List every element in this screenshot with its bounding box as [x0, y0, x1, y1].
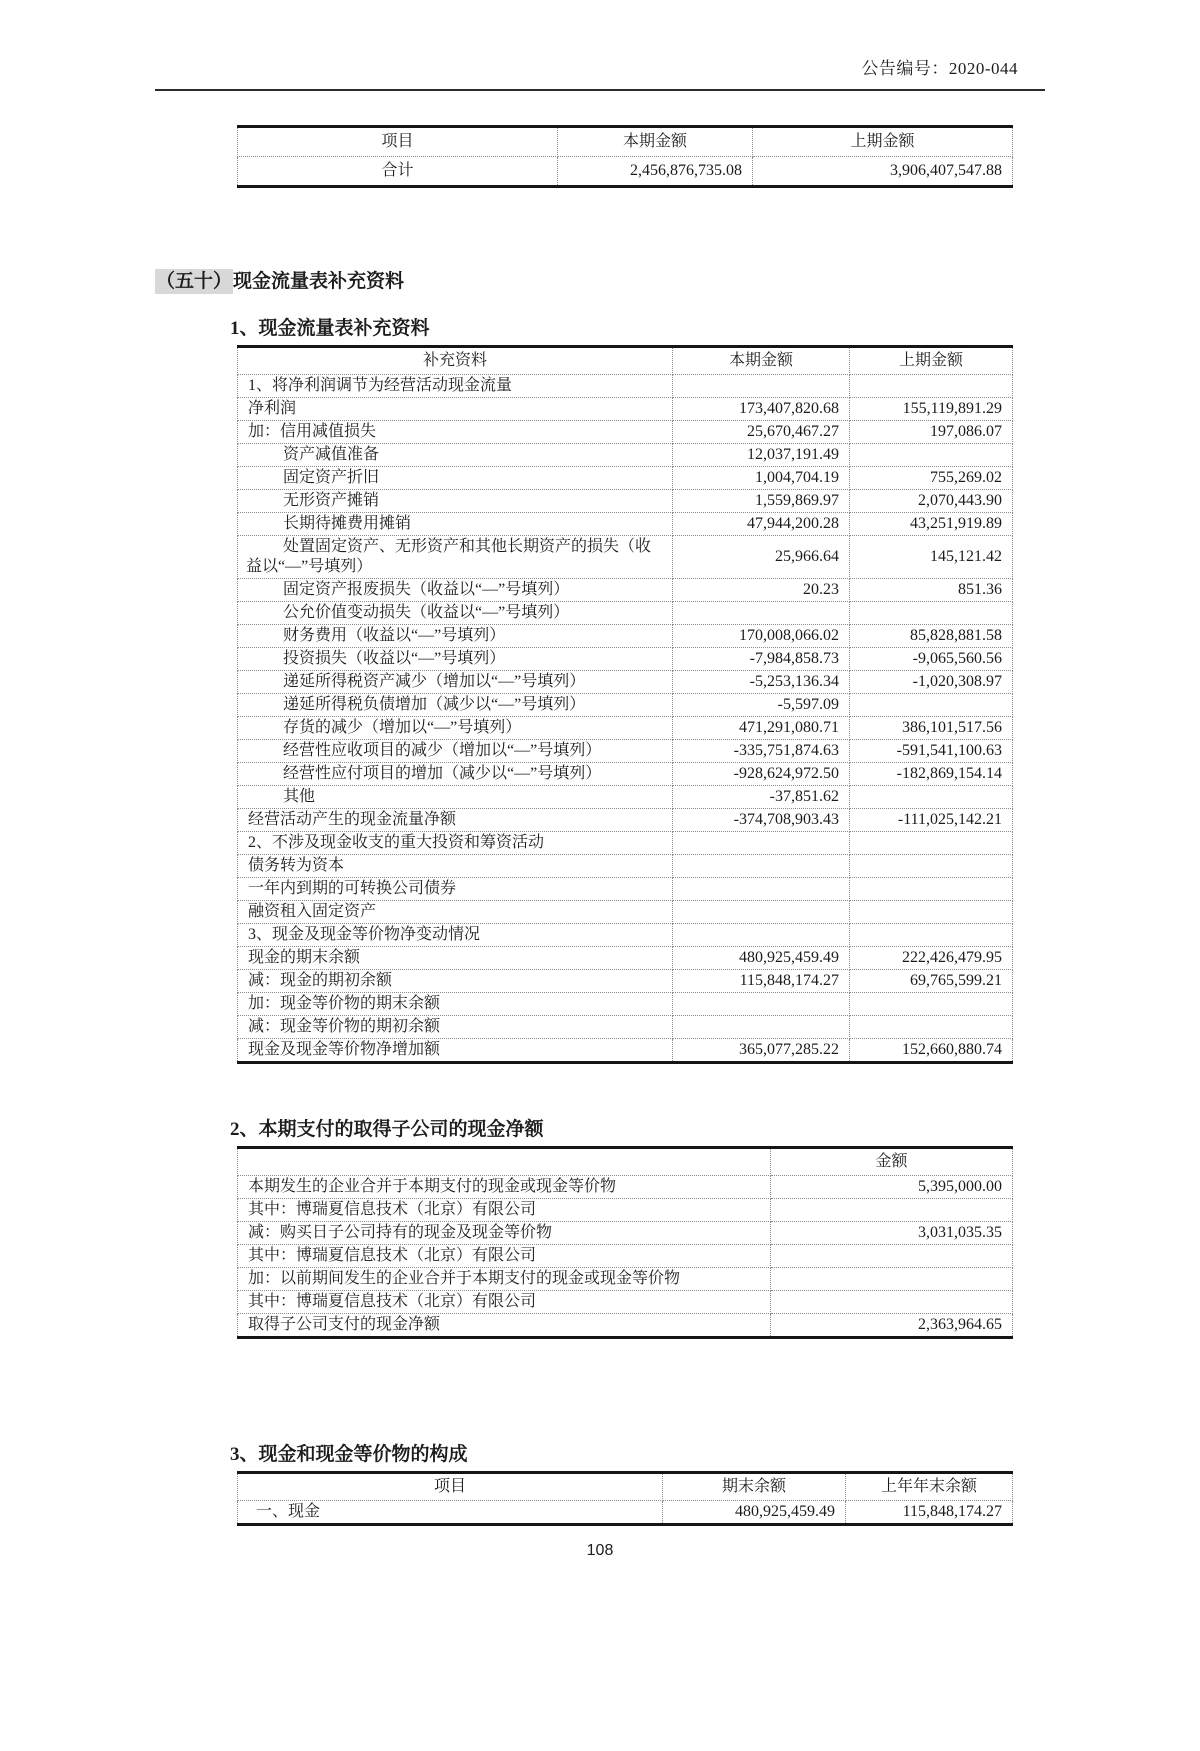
row-value: -5,597.09 [673, 694, 850, 717]
table-row [238, 625, 1013, 648]
row-label: 加：信用减值损失 [238, 421, 673, 444]
row-value [771, 1291, 1013, 1314]
column-header: 项目 [238, 127, 558, 157]
subsection-1-heading: 1、现金流量表补充资料 [230, 318, 430, 339]
row-label: 净利润 [238, 398, 673, 421]
row-label: 加：以前期间发生的企业合并于本期支付的现金或现金等价物 [238, 1268, 771, 1291]
row-value: 1,004,704.19 [673, 467, 850, 490]
row-value: -928,624,972.50 [673, 763, 850, 786]
column-header: 期末余额 [663, 1473, 846, 1501]
row-label: 融资租入固定资产 [238, 901, 673, 924]
row-value [673, 832, 850, 855]
row-value: 471,291,080.71 [673, 717, 850, 740]
subsidiary-cash-table [237, 1146, 1013, 1339]
section-50-heading [155, 266, 1200, 293]
header-row [238, 347, 1013, 375]
row-value: -182,869,154.14 [850, 763, 1013, 786]
row-label: 1、将净利润调节为经营活动现金流量 [238, 375, 673, 398]
row-value: 3,031,035.35 [771, 1222, 1013, 1245]
table-row [238, 602, 1013, 625]
table-row [238, 1222, 1013, 1245]
row-value [673, 855, 850, 878]
row-label: 3、现金及现金等价物净变动情况 [238, 924, 673, 947]
row-value: -374,708,903.43 [673, 809, 850, 832]
table-row [238, 855, 1013, 878]
row-label: 合计 [238, 157, 558, 187]
row-label: 经营性应付项目的增加（减少以“—”号填列） [238, 763, 673, 786]
announcement-number: 公告编号：2020-044 [861, 59, 1018, 78]
row-value: 2,363,964.65 [771, 1314, 1013, 1338]
row-value: 43,251,919.89 [850, 513, 1013, 536]
table-row [238, 1016, 1013, 1039]
row-value: 85,828,881.58 [850, 625, 1013, 648]
row-value [850, 993, 1013, 1016]
row-value [673, 924, 850, 947]
subsection-3-heading: 3、现金和现金等价物的构成 [230, 1444, 468, 1465]
row-value: 173,407,820.68 [673, 398, 850, 421]
cashflow-supplement-table-wrap [237, 345, 1012, 1064]
column-header: 本期金额 [673, 347, 850, 375]
column-header: 本期金额 [558, 127, 753, 157]
column-header: 上期金额 [850, 347, 1013, 375]
row-label: 本期发生的企业合并于本期支付的现金或现金等价物 [238, 1176, 771, 1199]
row-value: 25,670,467.27 [673, 421, 850, 444]
row-value [673, 878, 850, 901]
row-value: 5,395,000.00 [771, 1176, 1013, 1199]
row-value [771, 1245, 1013, 1268]
table-row [238, 970, 1013, 993]
row-value [850, 694, 1013, 717]
row-label: 其中：博瑞夏信息技术（北京）有限公司 [238, 1245, 771, 1268]
row-label: 处置固定资产、无形资产和其他长期资产的损失（收益以“—”号填列） [238, 536, 673, 579]
page-number: 108 [586, 1542, 614, 1559]
row-value [673, 901, 850, 924]
row-label: 经营性应收项目的减少（增加以“—”号填列） [238, 740, 673, 763]
row-value: 222,426,479.95 [850, 947, 1013, 970]
column-header: 上年年末余额 [846, 1473, 1013, 1501]
row-value: 69,765,599.21 [850, 970, 1013, 993]
row-label: 其他 [238, 786, 673, 809]
row-label: 固定资产折旧 [238, 467, 673, 490]
table-row [238, 809, 1013, 832]
column-header: 项目 [238, 1473, 663, 1501]
header-row [238, 1473, 1013, 1501]
column-header: 金额 [771, 1148, 1013, 1176]
table-row [238, 490, 1013, 513]
row-value [771, 1268, 1013, 1291]
table-row [238, 421, 1013, 444]
row-value: -7,984,858.73 [673, 648, 850, 671]
table-row [238, 901, 1013, 924]
row-value [850, 832, 1013, 855]
summary-total-table [237, 125, 1013, 188]
row-value: -1,020,308.97 [850, 671, 1013, 694]
row-value: -37,851.62 [673, 786, 850, 809]
row-value [850, 375, 1013, 398]
row-value: 115,848,174.27 [846, 1501, 1013, 1525]
row-value: -111,025,142.21 [850, 809, 1013, 832]
table-row [238, 648, 1013, 671]
row-value [850, 444, 1013, 467]
row-label: 现金的期末余额 [238, 947, 673, 970]
row-value [850, 786, 1013, 809]
row-label: 公允价值变动损失（收益以“—”号填列） [238, 602, 673, 625]
row-value: -5,253,136.34 [673, 671, 850, 694]
row-label: 存货的减少（增加以“—”号填列） [238, 717, 673, 740]
row-label: 投资损失（收益以“—”号填列） [238, 648, 673, 671]
header-divider [155, 89, 1045, 91]
table-row [238, 1039, 1013, 1063]
row-label: 一年内到期的可转换公司债券 [238, 878, 673, 901]
table-row [238, 157, 1013, 187]
table-row [238, 467, 1013, 490]
row-value: 851.36 [850, 579, 1013, 602]
row-value [850, 924, 1013, 947]
table-row [238, 1501, 1013, 1525]
row-value: 155,119,891.29 [850, 398, 1013, 421]
row-label: 递延所得税负债增加（减少以“—”号填列） [238, 694, 673, 717]
table-row [238, 671, 1013, 694]
row-label: 减：购买日子公司持有的现金及现金等价物 [238, 1222, 771, 1245]
row-value: 25,966.64 [673, 536, 850, 579]
row-value [850, 602, 1013, 625]
row-value: 2,070,443.90 [850, 490, 1013, 513]
table-row [238, 947, 1013, 970]
row-value: 20.23 [673, 579, 850, 602]
row-label: 2、不涉及现金收支的重大投资和筹资活动 [238, 832, 673, 855]
row-label: 资产减值准备 [238, 444, 673, 467]
row-label: 其中：博瑞夏信息技术（北京）有限公司 [238, 1199, 771, 1222]
row-value [850, 1016, 1013, 1039]
table-row [238, 878, 1013, 901]
subsection-2-heading: 2、本期支付的取得子公司的现金净额 [230, 1119, 544, 1140]
summary-table-wrap [237, 125, 1012, 188]
row-value: 47,944,200.28 [673, 513, 850, 536]
table-row [238, 579, 1013, 602]
table-row [238, 1176, 1013, 1199]
header-row [238, 127, 1013, 157]
row-label: 其中：博瑞夏信息技术（北京）有限公司 [238, 1291, 771, 1314]
row-value: 755,269.02 [850, 467, 1013, 490]
row-value: 365,077,285.22 [673, 1039, 850, 1063]
row-label: 一、现金 [238, 1501, 663, 1525]
row-value: 197,086.07 [850, 421, 1013, 444]
row-label: 债务转为资本 [238, 855, 673, 878]
table-row [238, 1245, 1013, 1268]
row-value [850, 878, 1013, 901]
table-row [238, 993, 1013, 1016]
row-value [673, 993, 850, 1016]
row-value: -591,541,100.63 [850, 740, 1013, 763]
table-row [238, 717, 1013, 740]
row-label: 经营活动产生的现金流量净额 [238, 809, 673, 832]
table-row [238, 536, 1013, 579]
cash-composition-table [237, 1471, 1013, 1526]
row-value: 12,037,191.49 [673, 444, 850, 467]
row-value [673, 375, 850, 398]
table-row [238, 763, 1013, 786]
table-row [238, 398, 1013, 421]
table-row [238, 1199, 1013, 1222]
row-value: 2,456,876,735.08 [558, 157, 753, 187]
row-value: -335,751,874.63 [673, 740, 850, 763]
row-label: 减：现金等价物的期初余额 [238, 1016, 673, 1039]
row-value: 170,008,066.02 [673, 625, 850, 648]
cashflow-supplement-table [237, 345, 1013, 1064]
row-label: 加：现金等价物的期末余额 [238, 993, 673, 1016]
table-row [238, 694, 1013, 717]
row-value [771, 1199, 1013, 1222]
table-row [238, 1268, 1013, 1291]
section-50-title: 现金流量表补充资料 [233, 271, 405, 292]
subsidiary-cash-table-wrap [237, 1146, 1012, 1339]
row-value: 386,101,517.56 [850, 717, 1013, 740]
row-value [850, 855, 1013, 878]
table-row [238, 832, 1013, 855]
row-value [673, 602, 850, 625]
row-value: 115,848,174.27 [673, 970, 850, 993]
row-value: 1,559,869.97 [673, 490, 850, 513]
table-row [238, 740, 1013, 763]
column-header: 补充资料 [238, 347, 673, 375]
row-label: 无形资产摊销 [238, 490, 673, 513]
table-row [238, 444, 1013, 467]
row-value: 3,906,407,547.88 [753, 157, 1013, 187]
column-header [238, 1148, 771, 1176]
row-value [850, 901, 1013, 924]
column-header: 上期金额 [753, 127, 1013, 157]
row-label: 减：现金的期初余额 [238, 970, 673, 993]
row-value [673, 1016, 850, 1039]
table-row [238, 513, 1013, 536]
table-row [238, 375, 1013, 398]
row-value: 145,121.42 [850, 536, 1013, 579]
row-value: 152,660,880.74 [850, 1039, 1013, 1063]
row-label: 现金及现金等价物净增加额 [238, 1039, 673, 1063]
section-50-tag: （五十） [156, 271, 233, 292]
header-row [238, 1148, 1013, 1176]
row-label: 固定资产报废损失（收益以“—”号填列） [238, 579, 673, 602]
row-label: 递延所得税资产减少（增加以“—”号填列） [238, 671, 673, 694]
table-row [238, 1291, 1013, 1314]
row-value: 480,925,459.49 [663, 1501, 846, 1525]
table-row [238, 1314, 1013, 1338]
row-label: 取得子公司支付的现金净额 [238, 1314, 771, 1338]
cash-composition-table-wrap [237, 1471, 1012, 1526]
row-value: 480,925,459.49 [673, 947, 850, 970]
row-value: -9,065,560.56 [850, 648, 1013, 671]
row-label: 财务费用（收益以“—”号填列） [238, 625, 673, 648]
table-row [238, 786, 1013, 809]
table-row [238, 924, 1013, 947]
row-label: 长期待摊费用摊销 [238, 513, 673, 536]
